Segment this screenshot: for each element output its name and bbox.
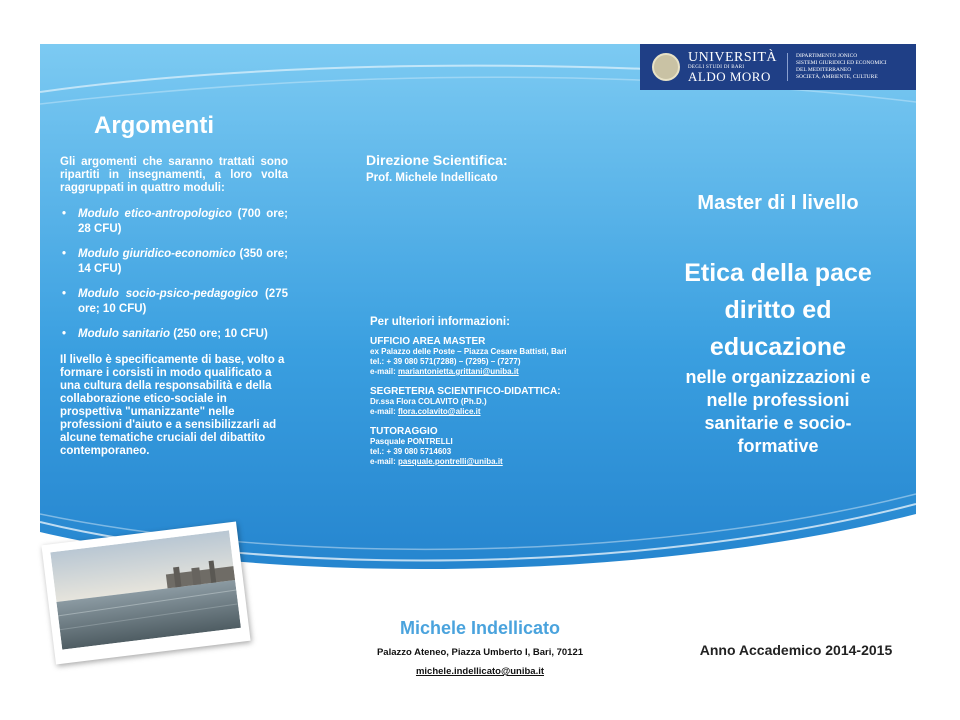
modules-list	[60, 207, 288, 342]
module-detail: (250 ore; 10 CFU)	[170, 328, 268, 340]
university-line2: DEGLI STUDI DI BARI	[688, 65, 745, 70]
tutoraggio-person: Pasquale PONTRELLI	[370, 437, 453, 446]
tutoraggio-email-link[interactable]: pasquale.pontrelli@uniba.it	[398, 457, 503, 466]
tutoraggio-title: TUTORAGGIO	[370, 426, 438, 437]
module-name: Modulo sanitario	[78, 328, 170, 340]
module-name: Modulo socio-psico-pedagogico	[78, 288, 259, 300]
university-line3: ALDO MORO	[688, 69, 771, 84]
argomenti-title: Argomenti	[94, 112, 214, 139]
ufficio-tel: tel.: + 39 080 571(7288) – (7295) – (7277)	[370, 357, 521, 366]
course-subtitle-line: nelle organizzazioni e	[685, 367, 871, 387]
course-title-line: educazione	[709, 333, 847, 361]
brochure-panel	[40, 44, 916, 604]
department-line: SISTEMI GIURIDICI ED ECONOMICI	[796, 60, 887, 66]
course-title	[652, 255, 904, 366]
seaside-photo-image	[50, 530, 241, 649]
module-detail: (350 ore; 14 CFU)	[78, 248, 288, 275]
argomenti-description: Il livello è specificamente di base, volto a formare i corsisti in modo qualificato a una cultura della responsabilità e della collaborazione etico-sociale in prospettiva "umanizzante" nelle professioni d'aiuto e a sensibilizzarli ad alcune tematiche cruciali del dibattito contemporaneo.	[60, 354, 285, 457]
email-label: e-mail:	[370, 367, 399, 376]
tutoraggio-email-line	[370, 457, 610, 467]
department-line: SOCIETÀ, AMBIENTE, CULTURE	[796, 74, 878, 80]
module-detail: (275 ore; 10 CFU)	[78, 288, 288, 315]
footer-email-link[interactable]: michele.indellicato@uniba.it	[415, 666, 545, 677]
course-subtitle-line: formative	[737, 436, 819, 456]
email-label: e-mail:	[370, 407, 399, 416]
tutoraggio-block	[370, 426, 610, 467]
course-title-line: diritto ed	[724, 296, 832, 324]
module-detail: (700 ore; 28 CFU)	[78, 208, 288, 235]
direzione-name: Prof. Michele Indellicato	[366, 172, 498, 184]
course-subtitle-line: nelle professioni	[706, 390, 850, 410]
ufficio-address: ex Palazzo delle Poste – Piazza Cesare Battisti, Bari	[370, 347, 567, 356]
department-line: DIPARTIMENTO JONICO	[796, 53, 858, 59]
segreteria-title: SEGRETERIA SCIENTIFICO-DIDATTICA:	[370, 386, 561, 397]
info-heading: Per ulteriori informazioni:	[370, 316, 510, 328]
ufficio-email-line	[370, 367, 610, 377]
email-label: e-mail:	[370, 457, 399, 466]
segreteria-email-line	[370, 407, 610, 417]
module-item	[60, 287, 288, 317]
ufficio-title: UFFICIO AREA MASTER	[370, 336, 486, 347]
seaside-photo	[41, 522, 250, 665]
department-line: DEL MEDITERRANEO	[796, 67, 852, 73]
contact-info-section	[370, 316, 610, 476]
course-title-section	[652, 192, 904, 458]
university-seal-icon	[652, 53, 680, 81]
segreteria-person: Dr.ssa Flora COLAVITO (Ph.D.)	[370, 397, 487, 406]
tutoraggio-tel: tel.: + 39 080 5714603	[370, 447, 452, 456]
module-item	[60, 247, 288, 277]
module-name: Modulo etico-antropologico	[78, 208, 232, 220]
segreteria-email-link[interactable]: flora.colavito@alice.it	[398, 407, 481, 416]
course-subtitle-line: sanitarie e socio-	[704, 413, 852, 433]
argomenti-section	[60, 112, 288, 458]
footer-address: Palazzo Ateneo, Piazza Umberto I, Bari, 70121	[376, 647, 584, 658]
argomenti-intro: Gli argomenti che saranno trattati sono ripartiti in insegnamenti, a loro volta raggruppati in quattro moduli:	[60, 156, 288, 194]
course-title-line: Etica della pace	[684, 259, 872, 287]
direzione-section	[366, 152, 606, 184]
university-line1: UNIVERSITÀ	[688, 50, 777, 65]
ufficio-email-link[interactable]: mariantonietta.grittani@uniba.it	[398, 367, 519, 376]
department-name	[787, 53, 887, 81]
direzione-heading: Direzione Scientifica:	[366, 152, 508, 168]
course-level: Master di I livello	[697, 192, 859, 214]
segreteria-block	[370, 386, 610, 417]
university-name	[688, 51, 777, 83]
course-subtitle	[652, 366, 904, 458]
footer-name: Michele Indellicato	[399, 618, 561, 638]
module-item	[60, 327, 288, 342]
academic-year: Anno Accademico 2014-2015	[699, 642, 893, 658]
module-name: Modulo giuridico-economico	[78, 248, 236, 260]
ufficio-block	[370, 336, 610, 377]
module-item	[60, 207, 288, 237]
university-logo	[640, 44, 916, 90]
